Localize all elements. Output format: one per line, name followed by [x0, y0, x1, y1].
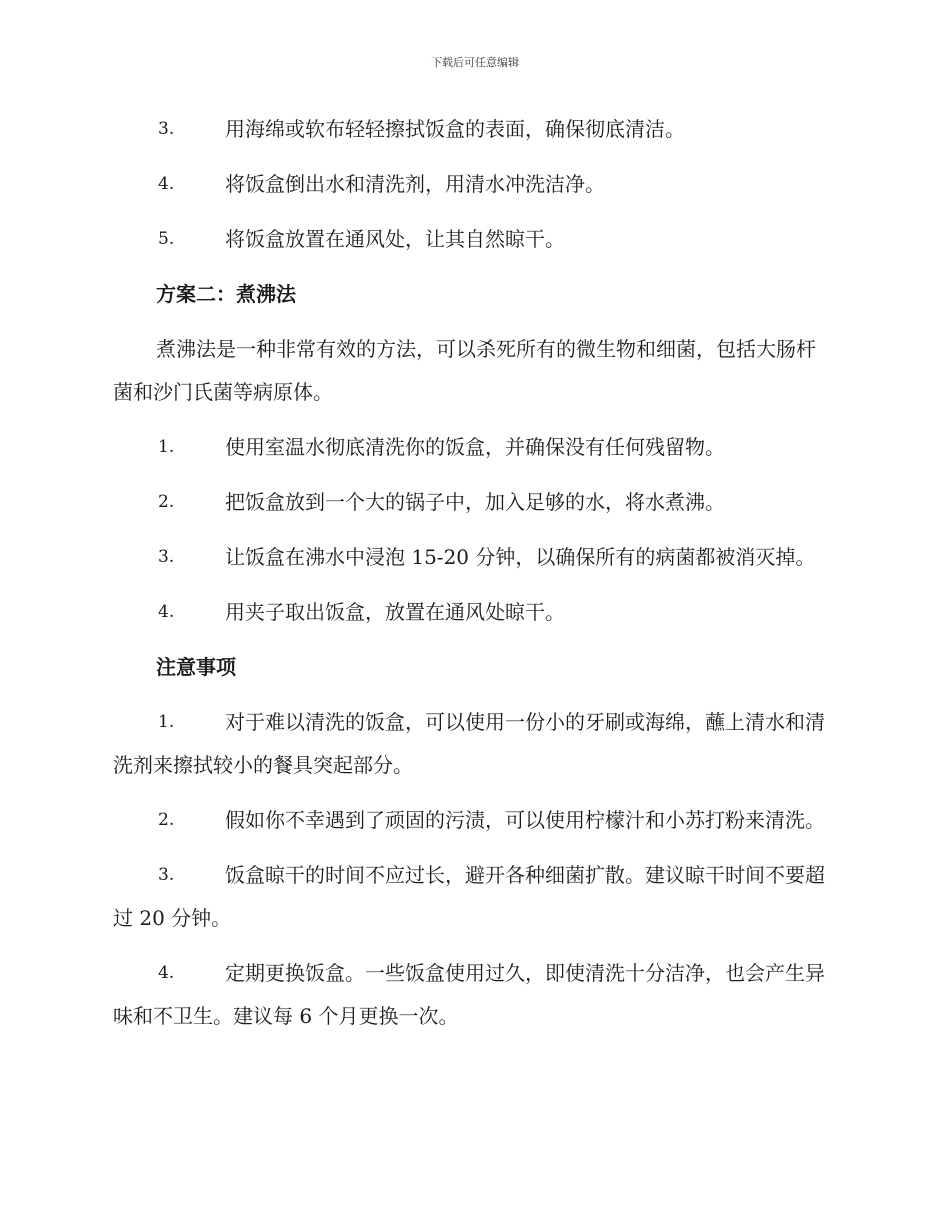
list-number: 1.	[158, 712, 175, 732]
list-text: 将饭盒放置在通风处，让其自然晾干。	[225, 227, 565, 251]
list-item	[113, 163, 833, 206]
list-item	[113, 952, 833, 1038]
list-item	[113, 854, 833, 940]
list-text: 让饭盒在沸水中浸泡 15-20 分钟，以确保所有的病菌都被消灭掉。	[225, 545, 816, 569]
section-heading-plan2: 方案二：煮沸法	[156, 282, 296, 306]
list-number: 4.	[158, 963, 175, 983]
list-item	[113, 536, 833, 579]
list-text: 假如你不幸遇到了顽固的污渍，可以使用柠檬汁和小苏打粉来清洗。	[225, 808, 825, 832]
list-text: 用夹子取出饭盒，放置在通风处晾干。	[225, 600, 565, 624]
list-text: 将饭盒倒出水和清洗剂，用清水冲洗洁净。	[225, 172, 605, 196]
list-number: 3.	[158, 547, 175, 567]
section-heading-notes: 注意事项	[156, 655, 236, 679]
list-number: 3.	[158, 119, 175, 139]
list-item	[113, 108, 833, 151]
list-text: 把饭盒放到一个大的锅子中，加入足够的水，将水煮沸。	[225, 490, 725, 514]
list-item	[113, 799, 833, 842]
list-text: 对于难以清洗的饭盒，可以使用一份小的牙刷或海绵，蘸上清水和清洗剂来擦拭较小的餐具突起部分。	[113, 710, 825, 777]
list-text: 定期更换饭盒。一些饭盒使用过久，即使清洗十分洁净，也会产生异味和不卫生。建议每 6 个月更换一次。	[113, 961, 825, 1028]
list-number: 2.	[158, 810, 175, 830]
list-number: 2.	[158, 492, 175, 512]
list-item	[113, 426, 833, 469]
list-number: 3.	[158, 865, 175, 885]
plan2-intro: 煮沸法是一种非常有效的方法，可以杀死所有的微生物和细菌，包括大肠杆菌和沙门氏菌等病原体。	[113, 337, 816, 404]
list-text: 使用室温水彻底清洗你的饭盒，并确保没有任何残留物。	[225, 435, 725, 459]
list-item	[113, 481, 833, 524]
list-item	[113, 591, 833, 634]
list-item	[113, 701, 833, 787]
list-number: 4.	[158, 174, 175, 194]
list-number: 1.	[158, 437, 175, 457]
document-body	[113, 108, 833, 1050]
list-text: 用海绵或软布轻轻擦拭饭盒的表面，确保彻底清洁。	[225, 117, 685, 141]
list-text: 饭盒晾干的时间不应过长，避开各种细菌扩散。建议晾干时间不要超过 20 分钟。	[113, 863, 825, 930]
list-number: 4.	[158, 602, 175, 622]
list-item	[113, 218, 833, 261]
list-number: 5.	[158, 229, 175, 249]
page-header: 下载后可任意编辑	[431, 56, 519, 69]
